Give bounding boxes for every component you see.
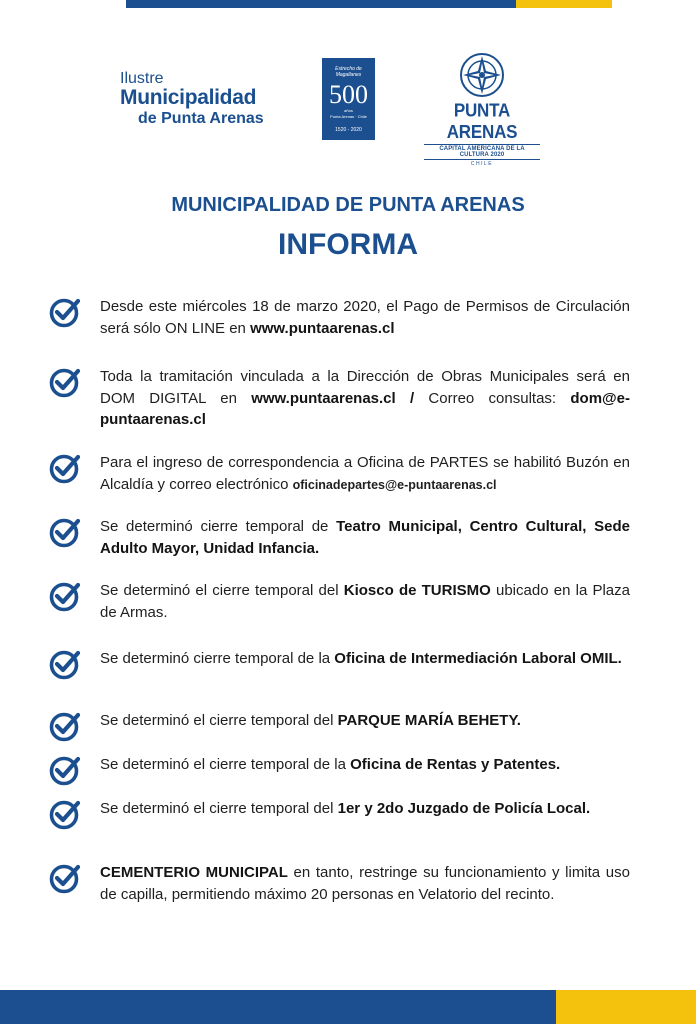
list-item-text xyxy=(100,452,630,496)
title-line1: MUNICIPALIDAD DE PUNTA ARENAS xyxy=(171,194,525,216)
check-circle-icon xyxy=(48,296,82,330)
item-bold-text: CEMENTERIO MUNICIPAL xyxy=(100,864,288,881)
list-item-text xyxy=(100,754,630,776)
item-text: Se determinó el cierre temporal de la xyxy=(100,756,351,773)
logo-muni-line3: de Punta Arenas xyxy=(138,109,264,127)
list-item-text xyxy=(100,798,630,820)
logo-pa-country: CHILE xyxy=(470,161,494,167)
list-item-text xyxy=(100,648,630,670)
check-circle-icon xyxy=(48,516,82,550)
item-text: Desde este miércoles 18 de marzo 2020, el Pago de Permisos de Circulación será sólo ON LINE en xyxy=(100,298,630,337)
check-circle-icon xyxy=(48,366,82,400)
list-item-text xyxy=(100,296,630,339)
item-text: Se determinó el cierre temporal del xyxy=(100,712,338,729)
check-circle-icon xyxy=(48,862,82,896)
check-circle-icon xyxy=(48,452,82,486)
bottom-accent-bar xyxy=(0,990,560,1024)
check-circle-icon xyxy=(48,798,82,832)
item-email-text: oficinadepartes@e-puntaarenas.cl xyxy=(292,477,497,492)
item-bold-text: Teatro Municipal, Centro Cultural, Sede Adulto Mayor, Unidad Infancia. xyxy=(100,518,630,557)
logo-pa-name: PUNTA ARENAS xyxy=(446,100,518,143)
item-link-text: www.puntaarenas.cl / xyxy=(251,389,415,407)
list-item-text xyxy=(100,580,630,623)
item-text: Se determinó el cierre temporal del xyxy=(100,582,344,599)
item-email-text: dom@e-puntaarenas.cl xyxy=(100,389,631,428)
logo-municipalidad xyxy=(120,70,264,127)
check-circle-icon xyxy=(48,580,82,614)
item-bold-text: PARQUE MARÍA BEHETY. xyxy=(337,712,521,729)
logo-500-suffix: años xyxy=(344,108,353,113)
check-circle-icon xyxy=(48,710,82,744)
item-text: Correo consultas: xyxy=(414,389,571,407)
title-line2: INFORMA xyxy=(278,228,418,261)
logo-500-caption: Punta Arenas · Chile xyxy=(330,114,367,119)
logo-500-line1: Estrecho de Magallanes xyxy=(335,66,362,78)
bottom-accent-bar-yellow xyxy=(556,990,696,1024)
list-item-text xyxy=(100,710,630,732)
item-bold-text: Oficina de Intermediación Laboral OMIL. xyxy=(334,650,622,667)
compass-rose-icon xyxy=(459,52,505,98)
logo-muni-line1: Ilustre xyxy=(120,70,164,87)
item-text: Se determinó cierre temporal de la xyxy=(100,650,335,667)
check-circle-icon xyxy=(48,754,82,788)
logo-punta-arenas xyxy=(420,52,544,167)
logo-pa-subtitle: CAPITAL AMERICANA DE LA CULTURA 2020 xyxy=(424,144,540,160)
item-text: en tanto, restringe su funcionamiento y limita uso de capilla, permitiendo máximo 20 personas en Velatorio del recinto. xyxy=(100,864,630,903)
item-link-text: www.puntaarenas.cl xyxy=(250,319,395,337)
logo-muni-line2: Municipalidad xyxy=(120,86,257,110)
logo-500-number: 500 xyxy=(329,80,368,109)
item-bold-text: Oficina de Rentas y Patentes. xyxy=(350,756,561,773)
logo-500-years xyxy=(322,58,375,140)
list-item-text xyxy=(100,862,630,905)
item-text: Toda la tramitación vinculada a la Dirección de Obras Municipales será en DOM DIGITAL en xyxy=(100,368,630,407)
item-text: Se determinó cierre temporal de xyxy=(100,518,337,535)
item-text: Para el ingreso de correspondencia a Oficina de PARTES se habilitó Buzón en Alcaldía y correo electrónico xyxy=(100,454,630,493)
logo-500-years-range: 1520 - 2020 xyxy=(335,127,362,133)
item-bold-text: 1er y 2do Juzgado de Policía Local. xyxy=(337,800,591,817)
item-bold-text: Kiosco de TURISMO xyxy=(343,582,491,599)
item-text: Se determinó el cierre temporal del xyxy=(100,800,338,817)
item-text: ubicado en la Plaza de Armas. xyxy=(100,582,630,621)
top-accent-bar-yellow xyxy=(516,0,612,8)
check-circle-icon xyxy=(48,648,82,682)
list-item-text xyxy=(100,366,630,431)
list-item-text xyxy=(100,516,630,559)
